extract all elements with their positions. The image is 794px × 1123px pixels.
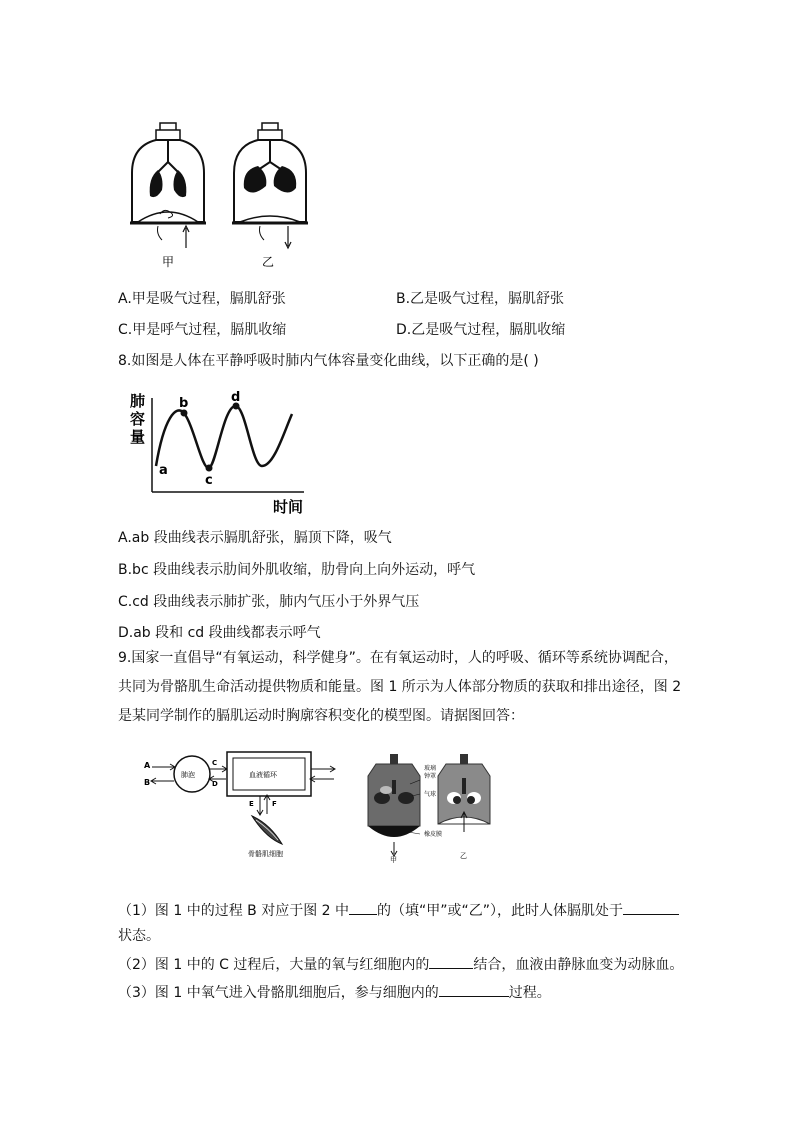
q9-sub1-blank-2[interactable] — [623, 900, 679, 915]
fig1-circulation-label: 血液循环 — [249, 771, 277, 779]
q9-sub2-text-1: （2）图 1 中的 C 过程后，大量的氧与红细胞内的 — [118, 957, 430, 973]
q8-option-c: C.cd 段曲线表示肺扩张，肺内气压小于外界气压 — [118, 594, 420, 610]
chart-ylabel-1: 肺 — [130, 392, 146, 410]
chart-ylabel-2: 容 — [130, 410, 146, 428]
chart-point-c — [206, 465, 213, 472]
label-jia: 甲 — [162, 255, 175, 269]
bell-jar-figure — [120, 118, 320, 273]
fig1-letter-d: D — [212, 780, 218, 788]
q9-stem-line-3: 是某同学制作的膈肌运动时胸廓容积变化的模型图。请据图回答： — [118, 708, 524, 724]
chart-label-a: a — [159, 463, 168, 478]
fig1-letter-f: F — [272, 800, 277, 808]
chart-label-b: b — [179, 396, 189, 411]
q9-sub3-text-2: 过程。 — [508, 985, 551, 1001]
fig2-jar-yi — [438, 754, 490, 832]
q9-figure-1 — [140, 748, 340, 860]
bell-jar-jia — [130, 123, 206, 248]
bell-jar-yi — [232, 123, 308, 248]
fig2-bell-label: 钟罩 — [424, 773, 437, 780]
fig1-lung-label: 肺泡 — [181, 771, 195, 779]
q7-option-c: C.甲是呼气过程，膈肌收缩 — [118, 322, 287, 338]
fig1-letter-a: A — [144, 761, 151, 770]
q8-option-d: D.ab 段和 cd 段曲线都表示呼气 — [118, 625, 321, 641]
chart-ylabel-3: 量 — [130, 428, 146, 446]
fig2-label-yi: 乙 — [460, 852, 467, 860]
q8-stem: 8.如图是人体在平静呼吸时肺内气体容量变化曲线，以下正确的是( ) — [118, 353, 539, 369]
fig2-label-jia: 甲 — [390, 856, 397, 864]
q9-sub2-text-2: 结合，血液由静脉血变为动脉血。 — [473, 957, 684, 973]
fig2-jar-jia — [368, 754, 420, 856]
q9-stem-line-2: 共同为骨骼肌生命活动提供物质和能量。图 1 所示为人体部分物质的获取和排出途径，图 2 — [118, 679, 682, 695]
fig2-membrane-label: 橡皮膜 — [424, 831, 443, 838]
fig2-balloon-label: 气球 — [424, 791, 437, 798]
q9-sub1-text-1: （1）图 1 中的过程 B 对应于图 2 中 — [118, 903, 350, 919]
fig1-letter-e: E — [249, 800, 254, 808]
fig1-letter-c: C — [212, 759, 218, 767]
label-yi: 乙 — [262, 255, 275, 269]
q9-sub2-line — [118, 954, 683, 975]
fig2-glass-label: 玻璃 — [424, 765, 437, 772]
chart-label-c: c — [205, 473, 213, 488]
q7-option-b: B.乙是吸气过程，膈肌舒张 — [396, 291, 565, 307]
lung-volume-chart — [128, 388, 318, 518]
q7-option-d: D.乙是吸气过程，膈肌收缩 — [396, 322, 566, 338]
q7-option-a: A.甲是吸气过程，膈肌舒张 — [118, 291, 286, 307]
q9-sub3-line — [118, 982, 551, 1003]
q8-option-a: A.ab 段曲线表示膈肌舒张，膈顶下降，吸气 — [118, 530, 392, 546]
chart-label-d: d — [231, 390, 241, 405]
q9-sub1-text-2: 的（填“甲”或“乙”），此时人体膈肌处于 — [377, 903, 624, 919]
q9-sub1-line-1 — [118, 900, 679, 921]
q9-sub1-line-2: 状态。 — [118, 928, 160, 944]
q9-sub2-blank[interactable] — [429, 954, 473, 969]
fig1-letter-b: B — [144, 778, 151, 787]
q8-option-b: B.bc 段曲线表示肋间外肌收缩，肋骨向上向外运动，呼气 — [118, 562, 476, 578]
q9-figure-2 — [362, 752, 502, 864]
chart-xlabel: 时间 — [273, 498, 304, 516]
fig1-muscle-label: 骨骼肌细胞 — [248, 850, 283, 858]
q9-sub3-text-1: （3）图 1 中氧气进入骨骼肌细胞后，参与细胞内的 — [118, 985, 439, 1001]
q9-sub1-blank-1[interactable] — [349, 900, 377, 915]
q9-sub3-blank[interactable] — [439, 982, 509, 997]
chart-curve — [156, 406, 292, 468]
q9-stem-line-1: 9.国家一直倡导“有氧运动，科学健身”。在有氧运动时，人的呼吸、循环等系统协调配合， — [118, 650, 678, 666]
